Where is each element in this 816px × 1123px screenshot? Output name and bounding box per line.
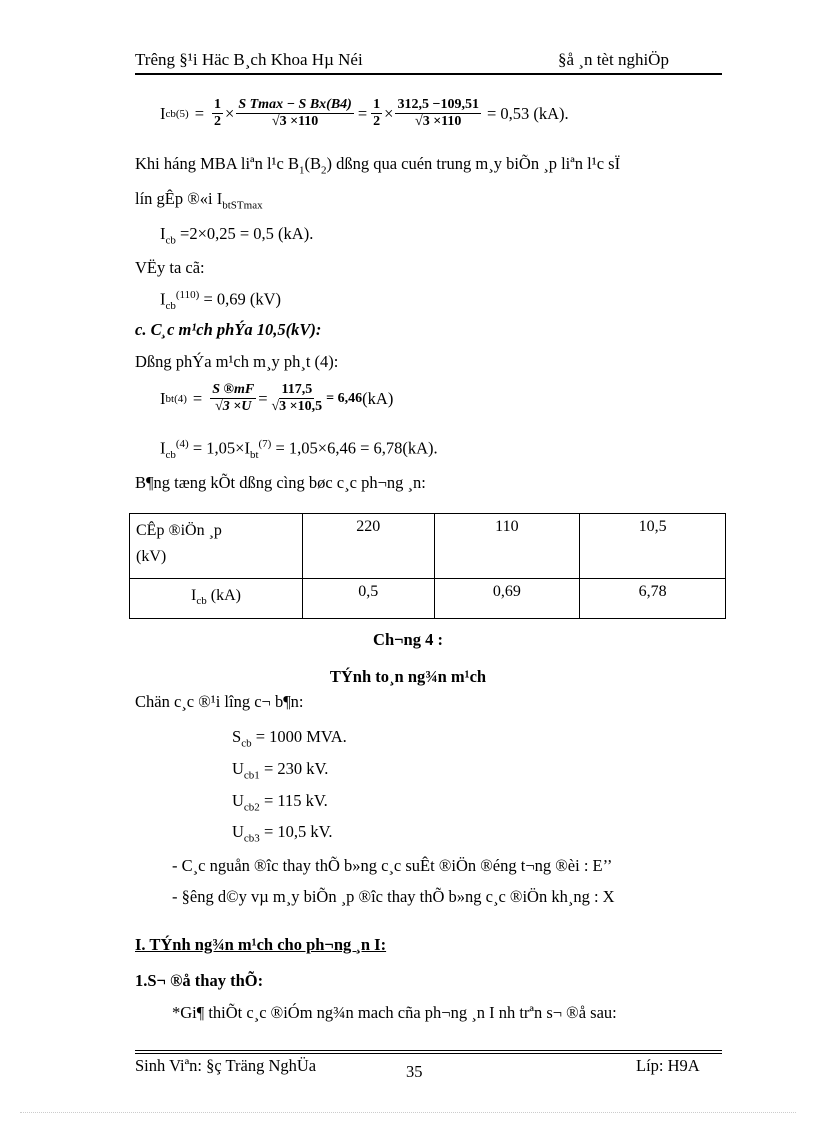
text-dong: Dßng phÝa m¹ch m¸y ph¸t (4): xyxy=(135,352,339,371)
section-c-heading: c. C¸c m¹ch phÝa 10,5(kV): xyxy=(135,320,322,339)
paragraph-mba: Khi háng MBA liªn l¹c $B_1(B_2)$ dßng qua cuén trung m¸y biÕn ¸p liªn l¹c sÏ xyxy=(135,154,621,177)
base-value-ucb2: $U_{cb2} = 115$ kV. xyxy=(232,791,328,814)
header-rule xyxy=(135,73,722,75)
page-bottom-divider xyxy=(20,1112,796,1113)
section-i-heading: I. TÝnh ng¾n m¹ch cho ph¬ng ¸n I: xyxy=(135,935,387,954)
text-gia-thiet: *Gi¶ thiÕt c¸c ®iÓm ng¾n mach cña ph¬ng ¸n I nh trªn s¬ ®å sau: xyxy=(172,1003,617,1022)
formula-icb4: $I_{cb}^{(4)} = 1,05\times I_{bt}^{(7)} = 1,05\times 6,46 = 6,78(kA)$. xyxy=(160,438,438,461)
table-cell-label: CÊp ®iÖn ¸p (kV) xyxy=(130,514,303,579)
table-row xyxy=(130,514,726,579)
footer-rule-top xyxy=(135,1050,722,1051)
bullet-lines: - §êng d©y vµ m¸y biÕn ¸p ®îc thay thÕ b»ng c¸c ®iÖn kh¸ng : X xyxy=(172,887,615,906)
footer-rule-bottom xyxy=(135,1053,722,1054)
chapter-title: Ch¬ng 4 : xyxy=(373,630,443,649)
formula-ibt4: I bt (4) = $\frac{S ®mF}{√3 \times U}$ = $\frac{117,5}{√3 \times 10,5}$ = 6,46 (kA) xyxy=(160,382,394,414)
section-1-heading: 1.S¬ ®å thay thÕ: xyxy=(135,971,264,990)
chapter-subtitle: TÝnh to¸n ng¾n m¹ch xyxy=(329,667,487,686)
footer-student: Sinh Viªn: §ç Träng NghÜa xyxy=(135,1056,317,1075)
footer-class: Líp: H9A xyxy=(636,1056,700,1075)
table-cell: 0,5 xyxy=(303,579,435,619)
table-cell: 110 xyxy=(434,514,580,579)
formula-icb5: I cb (5) = $\frac{1}{2}$ × $\frac{\text{S Tmax − S Bx(B4)}}{√3 \times 110}$ = $\frac{1}{2}$ × $\frac{312,5 -109,51}{√3 \times 110}$ = 0,53 (kA). xyxy=(160,97,569,129)
text-vay: VËy ta cã: xyxy=(135,258,205,277)
formula-icb110: $I_{cb}^{(110)} = 0,69$ (kV) xyxy=(160,289,282,312)
header-right: §å ¸n tèt nghiÖp xyxy=(558,50,669,69)
text-bang: B¶ng tæng kÕt dßng cìng bøc c¸c ph¬ng ¸n: xyxy=(135,473,426,492)
table-row xyxy=(130,579,726,619)
results-table xyxy=(129,513,726,619)
table-cell: 10,5 xyxy=(580,514,726,579)
formula-icb: $I_{cb} =2\times 0,25 = 0,5$ (kA). xyxy=(160,224,314,247)
table-cell-label: $I_{cb}$ (kA) xyxy=(130,579,303,619)
page-number: 35 xyxy=(406,1062,423,1081)
table-cell: 220 xyxy=(303,514,435,579)
paragraph-mba-line2: lín gÊp ®«i $I_{btSTmax}$ xyxy=(135,189,263,212)
table-cell: 0,69 xyxy=(434,579,580,619)
table-cell: 6,78 xyxy=(580,579,726,619)
base-value-scb: $S_{cb} = 1000$ MVA. xyxy=(232,727,347,750)
header-left: Trêng §¹i Häc B¸ch Khoa Hµ Néi xyxy=(135,50,363,69)
bullet-sources: - C¸c nguån ®îc thay thÕ b»ng c¸c suÊt ®iÖn ®éng t¬ng ®èi : E’’ xyxy=(172,856,613,875)
base-value-ucb1: $U_{cb1} = 230$ kV. xyxy=(232,759,329,782)
text-chon: Chän c¸c ®¹i lîng c¬ b¶n: xyxy=(135,692,304,711)
base-value-ucb3: $U_{cb3} = 10,5$ kV. xyxy=(232,822,333,845)
